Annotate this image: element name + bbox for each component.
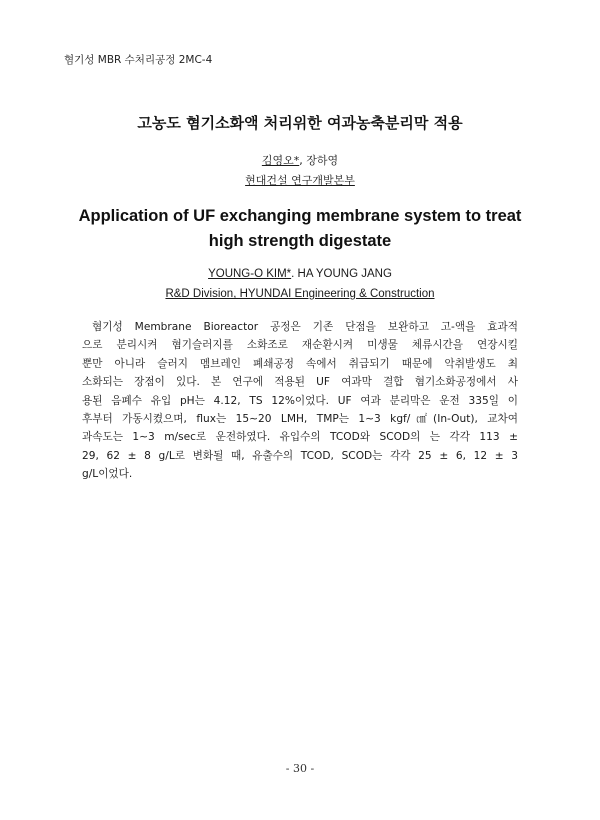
abstract-line: 뿐만 아니라 슬러지 멤브레인 폐쇄공정 속에서 취급되기 때문에 악취발생도 최 xyxy=(82,357,518,370)
abstract-line: g/L이었다. xyxy=(82,468,133,481)
english-author-separator: . xyxy=(291,268,298,280)
author-separator: , xyxy=(299,154,307,167)
english-title-line-2: high strength digestate xyxy=(208,232,392,250)
session-label: 혐기성 MBR 수처리공정 2MC-4 xyxy=(64,54,213,66)
english-title-line-1: Application of UF exchanging membrane system to treat xyxy=(78,207,522,225)
korean-secondary-author: 장하영 xyxy=(306,154,339,167)
korean-authors xyxy=(0,152,600,168)
english-secondary-author: HA YOUNG JANG xyxy=(297,268,392,280)
abstract-line: 후부터 가동시켰으며, flux는 15∼20 LMH, TMP는 1∼3 kgf/㎠(In-Out), 교차여 xyxy=(82,412,518,425)
english-affiliation: R&D Division, HYUNDAI Engineering & Construction xyxy=(165,288,435,300)
abstract-line: 용된 음폐수 유입 pH는 4.12, TS 12%이었다. UF 여과 분리막은 운전 335일 이 xyxy=(82,394,518,407)
korean-title: 고농도 혐기소화액 처리위한 여과농축분리막 적용 xyxy=(137,114,463,132)
page-number: - 30 - xyxy=(285,762,315,775)
english-authors xyxy=(0,268,600,280)
abstract-body xyxy=(82,318,518,484)
abstract-line: 으로 분리시켜 혐기슬러지를 소화조로 재순환시켜 미생물 체류시간을 연장시킬 xyxy=(82,339,518,352)
abstract-line: 과속도는 1∼3 m/sec로 운전하였다. 유입수의 TCOD와 SCOD의 는 각각 113 ± xyxy=(82,431,518,444)
english-primary-author: YOUNG-O KIM* xyxy=(208,268,292,280)
english-title xyxy=(60,204,540,254)
abstract-line: 29, 62 ± 8 g/L로 변화될 때, 유출수의 TCOD, SCOD는 각각 25 ± 6, 12 ± 3 xyxy=(82,449,518,462)
abstract-line: 소화되는 장점이 있다. 본 연구에 적용된 UF 여과막 결합 혐기소화공정에서 사 xyxy=(82,376,518,389)
abstract-line: 혐기성 Membrane Bioreactor 공정은 기존 단점을 보완하고 고-액을 효과적 xyxy=(92,321,518,333)
korean-primary-author: 김영오* xyxy=(261,154,300,167)
korean-affiliation: 현대건설 연구개발본부 xyxy=(245,174,355,187)
